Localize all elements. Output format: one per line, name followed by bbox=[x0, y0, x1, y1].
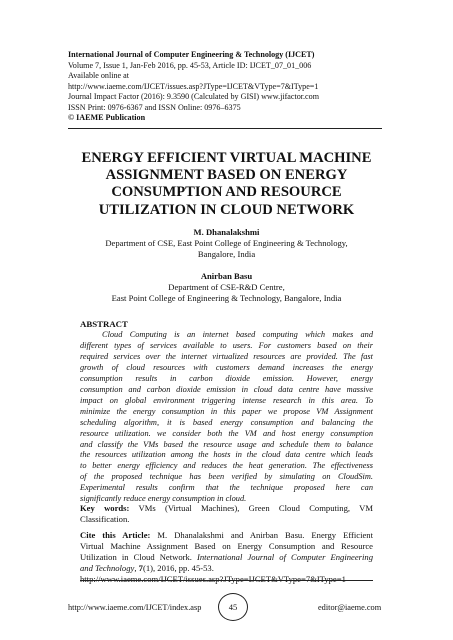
author-block-1 bbox=[60, 227, 393, 260]
impact-factor: Journal Impact Factor (2016): 9.3590 (Calculated by GISI) www.jifactor.com bbox=[68, 92, 319, 101]
citation-journal: International Journal of Computer Engineering bbox=[197, 552, 373, 562]
title-line: CONSUMPTION AND RESOURCE bbox=[111, 184, 342, 201]
author-affiliation: Department of CSE, East Point College of Engineering & Technology, bbox=[105, 238, 348, 248]
abstract-line: Cloud Computing is an internet based computing which makes and bbox=[102, 330, 373, 339]
abstract-line: minimize the energy consumption in this paper we propose VM Assignment bbox=[80, 406, 373, 416]
citation-url-link[interactable]: http://www.iaeme.com/IJCET/issues.asp?JType=IJCET&VType=7&IType=1 bbox=[80, 574, 346, 584]
keywords bbox=[80, 503, 373, 525]
footer-email-link[interactable]: editor@iaeme.com bbox=[318, 603, 382, 612]
abstract-body bbox=[80, 330, 373, 505]
publisher: © IAEME Publication bbox=[68, 113, 146, 122]
abstract-line: scheduling algorithm, it is based energy consumption and balancing the bbox=[80, 417, 373, 427]
issn-info: ISSN Print: 0976-6367 and ISSN Online: 0976–6375 bbox=[68, 102, 241, 112]
abstract-line: Experimental results confirm that the technique proposed here can bbox=[80, 483, 373, 493]
journal-name: International Journal of Computer Engineering & Technology (IJCET) bbox=[68, 50, 315, 59]
author-affiliation: Bangalore, India bbox=[197, 249, 256, 259]
citation-text: Utilization in Cloud Network. bbox=[80, 552, 198, 562]
abstract-line: impact on global environment triggering intense research in this area. To bbox=[80, 395, 373, 405]
abstract-line: growth of cloud resources with customers demand increases the energy bbox=[80, 362, 373, 372]
abstract-line: resource utilization. we consider both the VM and host energy consumption bbox=[80, 428, 373, 438]
citation bbox=[80, 530, 373, 585]
abstract-line: different types of services available to users. For customers based on their bbox=[80, 340, 373, 350]
abstract-line: significantly reduce energy consumption in cloud. bbox=[80, 494, 247, 504]
citation-separator: , bbox=[134, 563, 139, 573]
title-line: ENERGY EFFICIENT VIRTUAL MACHINE bbox=[81, 150, 372, 166]
citation-journal: and Technology bbox=[80, 563, 135, 573]
abstract-heading: ABSTRACT bbox=[80, 319, 128, 329]
author-affiliation: East Point College of Engineering & Technology, Bangalore, India bbox=[111, 293, 342, 303]
citation-text: Virtual Machine Assignment Based on Energy Consumption and Resource bbox=[80, 541, 373, 551]
abstract-line: and classify the VMs based the resource usage and schedule them to balance bbox=[80, 439, 373, 449]
title-line: UTILIZATION IN CLOUD NETWORK bbox=[98, 201, 355, 218]
paper-title bbox=[60, 150, 393, 219]
author-block-2 bbox=[60, 271, 393, 304]
keywords-text: VMs (Virtual Machines), Green Cloud Computing, VM bbox=[138, 503, 373, 513]
abstract-line: to better energy efficiency and reduces the heat generation. The effectiveness bbox=[80, 461, 373, 471]
author-affiliation: Department of CSE-R&D Centre, bbox=[168, 282, 285, 292]
citation-divider bbox=[80, 580, 373, 581]
footer-url-link[interactable]: http://www.iaeme.com/IJCET/index.asp bbox=[68, 603, 202, 612]
citation-label: Cite this Article: bbox=[80, 530, 151, 540]
page-number: 45 bbox=[218, 593, 248, 621]
abstract-line: consumption results in carbon dioxide emission. However, energy bbox=[80, 373, 373, 383]
available-online: Available online at bbox=[68, 71, 129, 80]
keywords-text: Classification. bbox=[80, 514, 130, 524]
abstract-line: required services over the internet virtualized resources are provided. The fast bbox=[80, 351, 373, 361]
title-line: ASSIGNMENT BASED ON ENERGY bbox=[105, 167, 348, 184]
keywords-label: Key words: bbox=[80, 503, 130, 513]
citation-text: M. Dhanalakshmi and Anirban Basu. Energy Efficient bbox=[157, 530, 373, 540]
abstract-line: the resources utilization among the hosts in the cloud data centre which leads bbox=[80, 450, 373, 460]
journal-issue-link[interactable]: http://www.iaeme.com/IJCET/issues.asp?JType=IJCET&VType=7&IType=1 bbox=[68, 81, 319, 91]
header-divider bbox=[68, 128, 382, 129]
citation-pages: (1), 2016, pp. 45-53. bbox=[142, 563, 214, 573]
author-name: M. Dhanalakshmi bbox=[193, 227, 260, 237]
abstract-line: consumption and carbon dioxide emission in cloud data centre have massive bbox=[80, 384, 373, 394]
author-name: Anirban Basu bbox=[200, 271, 253, 281]
journal-header bbox=[68, 50, 388, 124]
journal-issue: Volume 7, Issue 1, Jan-Feb 2016, pp. 45-53, Article ID: IJCET_07_01_006 bbox=[68, 60, 312, 70]
citation-volume: 7 bbox=[138, 563, 143, 573]
abstract-line: of the proposed technique has been verified by simulating on CloudSim. bbox=[80, 472, 373, 482]
